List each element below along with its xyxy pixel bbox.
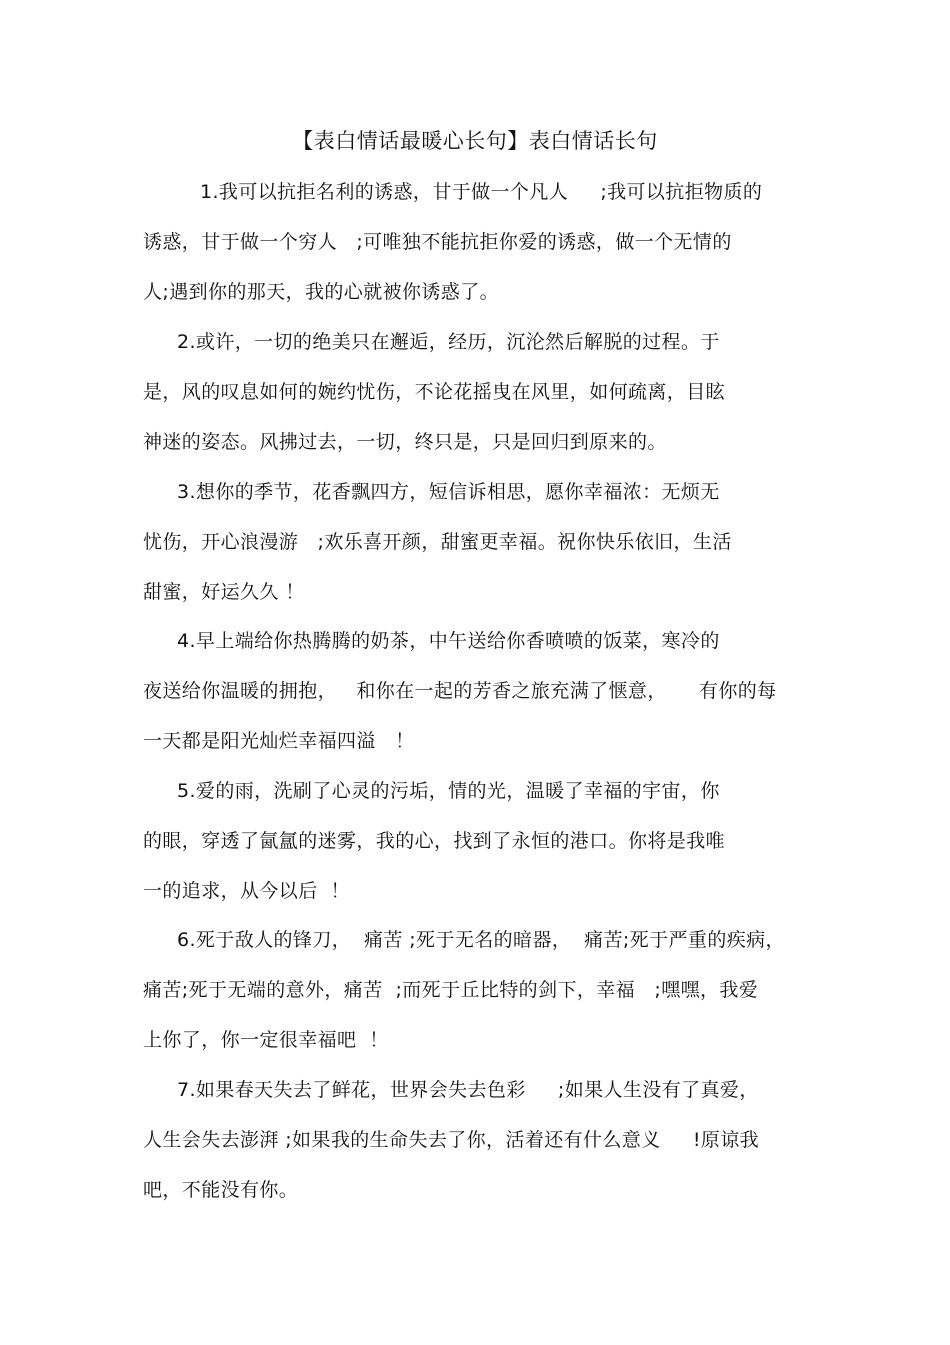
paragraph-line: 甜蜜，好运久久 ！ (143, 581, 305, 603)
paragraph-3 (143, 467, 813, 617)
paragraph-5 (143, 766, 813, 916)
paragraph-line: 的眼，穿透了氤氲的迷雾，我的心，找到了永恒的港口。你将是我唯 (143, 830, 726, 852)
paragraph-line: 诱惑，甘于做一个穷人 ;可唯独不能抗拒你爱的诱惑，做一个无情的 (143, 231, 732, 253)
paragraph-6 (143, 915, 813, 1065)
paragraph-line: 4.早上端给你热腾腾的奶茶，中午送给你香喷喷的饭菜，寒冷的 (177, 630, 720, 652)
paragraph-line: 忧伤，开心浪漫游 ;欢乐喜开颜，甜蜜更幸福。祝你快乐依旧，生活 (143, 531, 732, 553)
paragraph-line: 人;遇到你的那天，我的心就被你诱惑了。 (143, 281, 500, 303)
paragraph-line: 6.死于敌人的锋刀， 痛苦 ;死于无名的暗器， 痛苦;死于严重的疾病， (177, 929, 785, 951)
paragraph-line: 痛苦;死于无端的意外，痛苦 ;而死于丘比特的剑下，幸福 ;嘿嘿，我爱 (143, 979, 759, 1001)
paragraph-line: 2.或许，一切的绝美只在邂逅，经历，沉沦然后解脱的过程。于 (177, 331, 720, 353)
paragraph-line: 一天都是阳光灿烂幸福四溢 ！ (143, 730, 415, 752)
paragraph-line: 一的追求，从今以后 ！ (143, 880, 350, 902)
paragraph-2 (143, 317, 813, 467)
paragraph-line: 7.如果春天失去了鲜花，世界会失去色彩 ;如果人生没有了真爱， (177, 1079, 759, 1101)
paragraph-line: 神迷的姿态。风拂过去，一切，终只是，只是回归到原来的。 (143, 431, 667, 453)
paragraph-line: 夜送给你温暖的拥抱， 和你在一起的芳香之旅充满了惬意， 有你的每 (143, 680, 777, 702)
paragraph-line: 3.想你的季节，花香飘四方，短信诉相思，愿你幸福浓：无烦无 (177, 481, 720, 503)
paragraph-line: 人生会失去澎湃 ;如果我的生命失去了你，活着还有什么意义 !原谅我 (143, 1129, 760, 1151)
paragraph-4 (143, 616, 813, 766)
paragraph-1 (143, 167, 813, 317)
paragraph-7 (143, 1065, 813, 1215)
paragraph-line: 5.爱的雨，洗刷了心灵的污垢，情的光，温暖了幸福的宇宙，你 (177, 780, 720, 802)
paragraph-line: 吧，不能没有你。 (143, 1179, 299, 1201)
paragraph-line: 是，风的叹息如何的婉约忧伤，不论花摇曳在风里，如何疏离，目眩 (143, 381, 726, 403)
paragraph-line: 上你了，你一定很幸福吧 ！ (143, 1029, 389, 1051)
document-title: 【表白情话最暖心长句】表白情话长句 (292, 129, 658, 153)
paragraph-line: 1.我可以抗拒名利的诱惑，甘于做一个凡人 ;我可以抗拒物质的 (200, 181, 763, 203)
